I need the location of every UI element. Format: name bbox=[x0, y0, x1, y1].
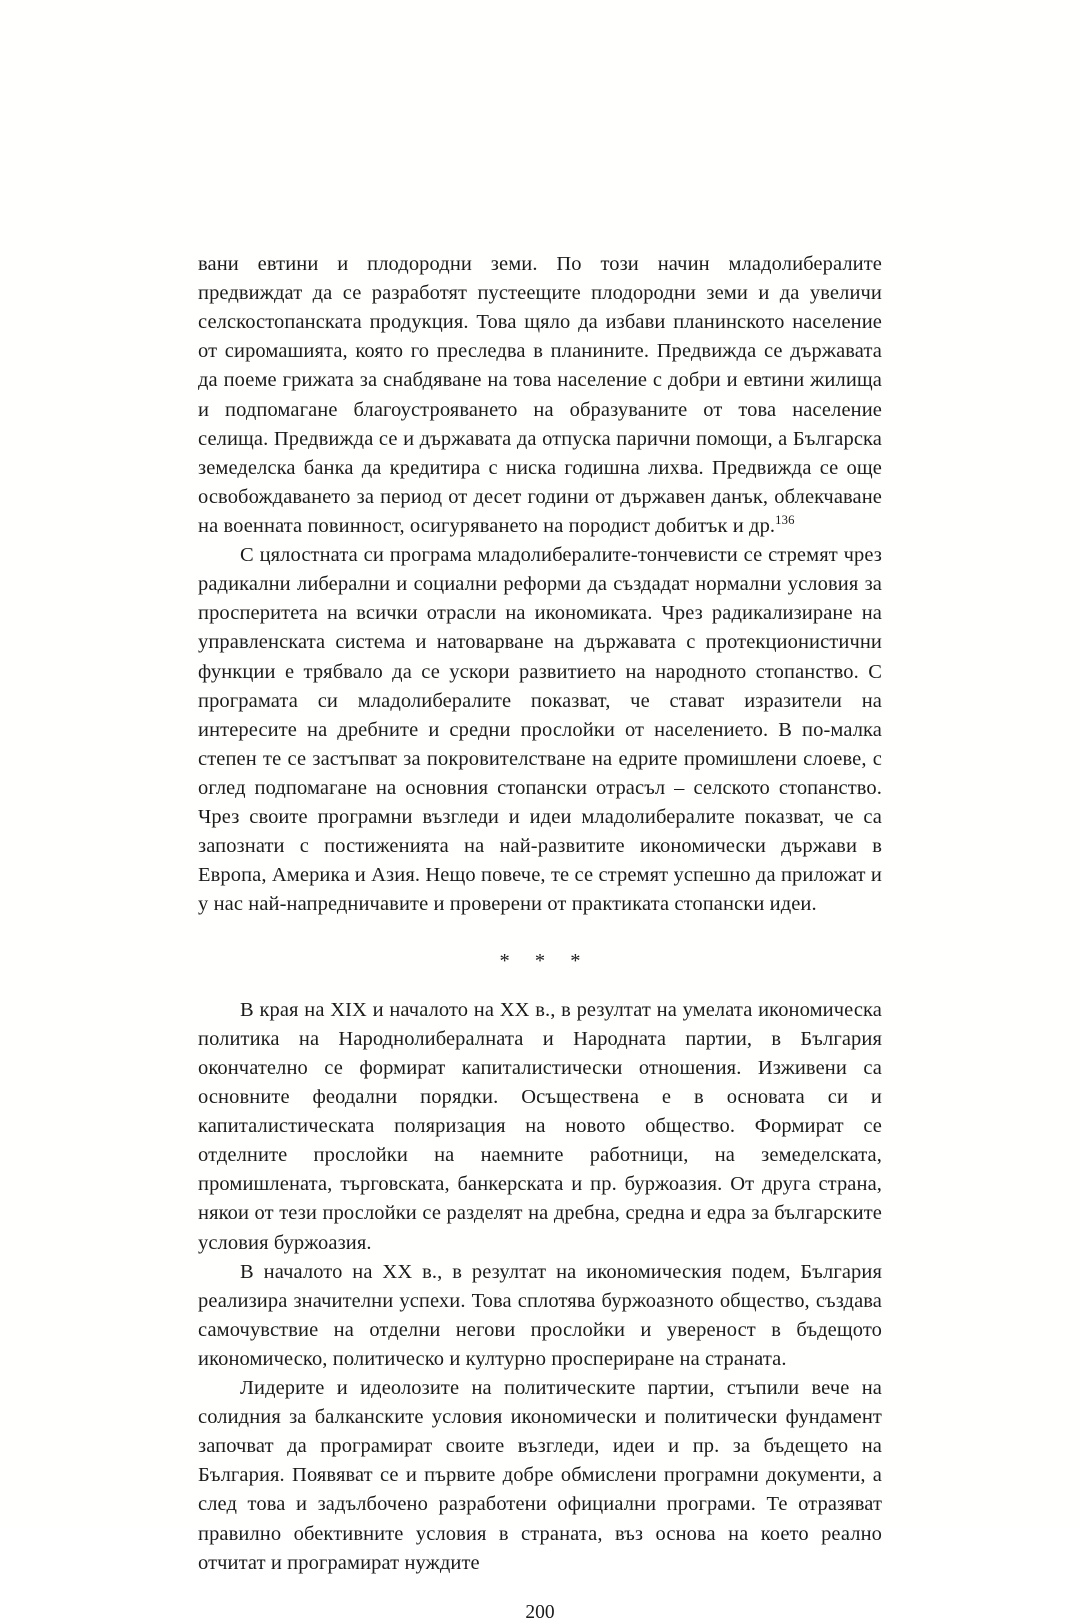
text-block bbox=[198, 250, 882, 1578]
footnote-ref: 136 bbox=[775, 513, 795, 528]
paragraph: Лидерите и идеолозите на политическите партии, стъпили вече на солидния за балканските условия икономически и политически фундамент започват да програмират своите възгледи, идеи и пр. за бъдещето на България. Появяват се и първите добре обмислени програмни документи, а след това и задълбочено разработени официални програми. Те отразяват правилно обективните условия в страната, въз основа на което реално отчитат и програмират нуждите bbox=[198, 1377, 882, 1574]
paragraph: В началото на XX в., в резултат на икономическия подем, България реализира значителни успехи. Това сплотява буржоазното общество, създава самочувствие на отделни негови прослойки и увереност в бъдещото икономическо, политическо и културно проспериране на страната. bbox=[198, 1260, 882, 1370]
paragraph: В края на XIX и началото на XX в., в резултат на умелата икономическа политика на Народнолибералната и Народната партии, в България окончателно се формират капиталистически отношения. Изживени са основните феодални порядки. Осъществена е в основата си и капиталистическата поляризация на новото общество. Формират се отделните прослойки на наемните работници, на земеделската, промишлената, търговската, банкерската и пр. буржоазия. От друга страна, някои от тези прослойки се разделят на дребна, средна и едра за българските условия буржоазия. bbox=[198, 998, 882, 1254]
paragraph: вани евтини и плодородни земи. По този начин младолибералите предвиждат да се разработят пустеещите плодородни земи и да увеличи селскостопанската продукция. Това щяло да избави планинското население от сиромашията, която го преследва в планините. Предвижда се държавата да поеме грижата за снабдяване на това население с добри и евтини жилища и подпомагане благоустрояването на образуваните от това население селища. Предвижда се и държавата да отпуска парични помощи, а Българска земеделска банка да кредитира с ниска годишна лихва. Предвижда се още освобождаването за период от десет години от държавен данък, облекчаване на военната повинност, осигуряването на породист добитък и др.$^{136}$ bbox=[198, 253, 882, 537]
paragraph: С цялостната си програма младолибералите-тончевисти се стремят чрез радикални либерални и социални реформи да създадат нормални условия за просперитета на всички отрасли на икономиката. Чрез радикализиране на управленската система и натоварване на държавата с протекционистични функции е трябвало да се ускори развитието на народното стопанство. С програмата си младолибералите показват, че стават изразители на интересите на дребните и средни прослойки от населението. В по-малка степен те се застъпват за покровителстване на едрите промишлени слоеве, с оглед подпомагане на основния стопански отрасъл – селското стопанство. Чрез своите програмни възгледи и идеи младолибералите показват, че са запознати с постиженията на най-развитите икономически държави в Европа, Америка и Азия. Нещо повече, те се стремят успешно да приложат и у нас най-напредничавите и проверени от практиката стопански идеи. bbox=[198, 544, 882, 916]
page-number: 200 bbox=[525, 1601, 555, 1623]
section-separator: * * * bbox=[499, 949, 591, 972]
